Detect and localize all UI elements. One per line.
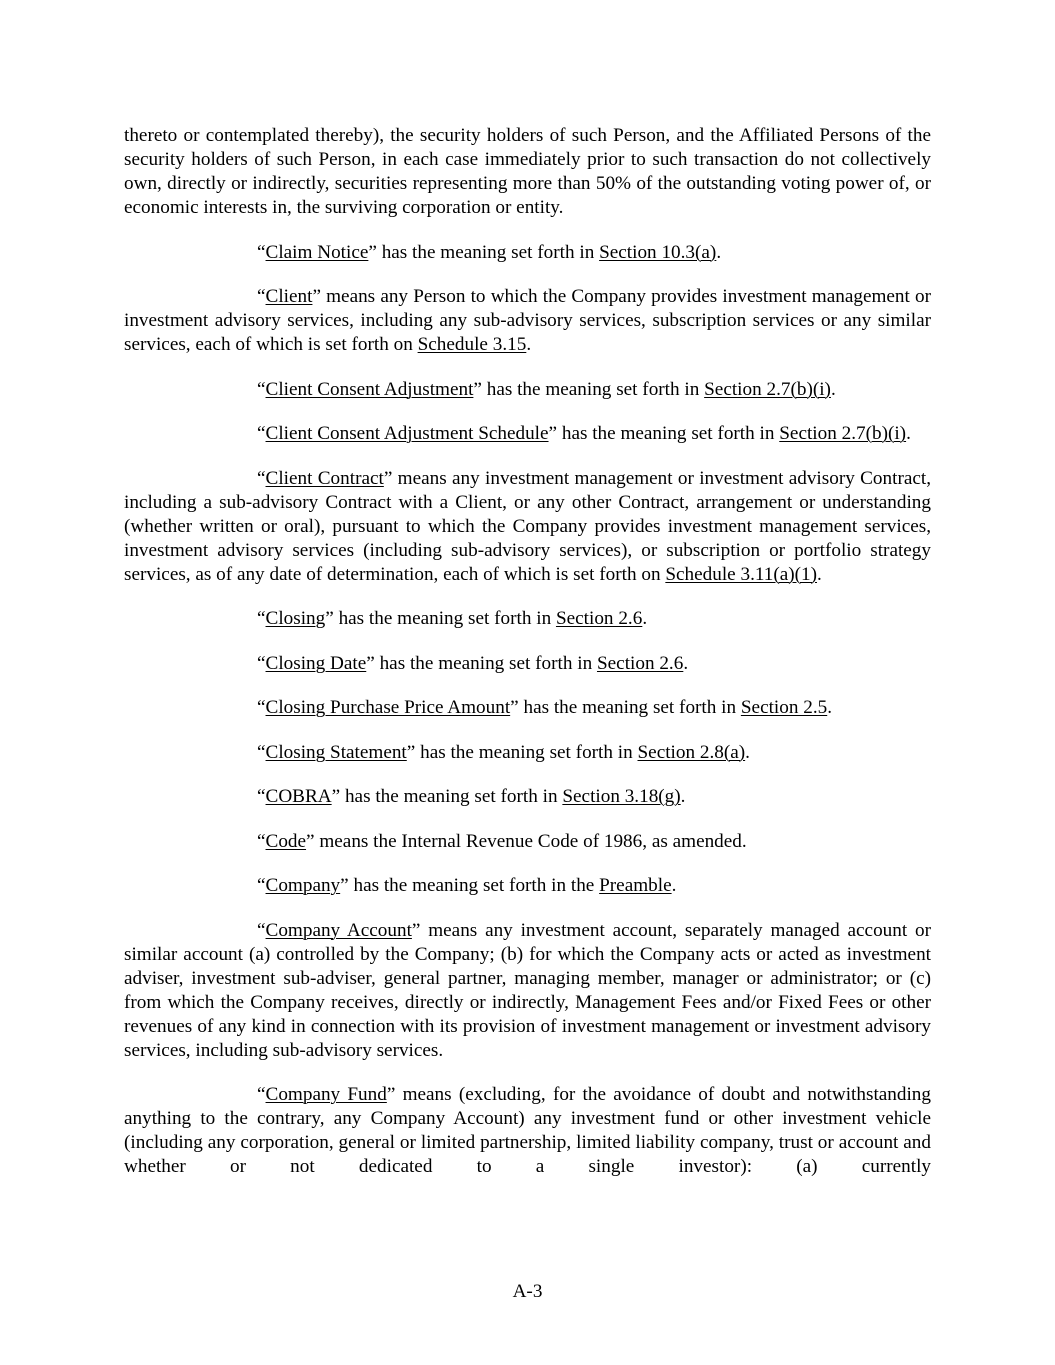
defined-term-reference: Section 2.8(a) (637, 741, 746, 763)
document-body (124, 124, 931, 1179)
text-run: ” means any Person to which the Company provides investment management or investment advisory services, including any sub-advisory services, subscription services or any similar services, each of which is set forth on (124, 286, 931, 355)
text-run: . (906, 423, 911, 444)
definition-paragraph (124, 124, 931, 220)
defined-term-reference: Section 10.3(a) (599, 241, 717, 263)
definition-paragraph (124, 741, 931, 765)
text-run: ” has the meaning set forth in (548, 423, 780, 444)
defined-term-reference: Closing Statement (265, 741, 407, 763)
text-run: ” has the meaning set forth in (473, 378, 705, 400)
definition-paragraph (124, 285, 931, 357)
text-run: ” means (excluding, for the avoidance of doubt and notwithstanding anything to the contrary, any Company Account) any investment fund or other investment vehicle (including any corporation, general or limited partnership, limited liability company, trust or account and whether or not dedicated to a single investor): (a) currently (124, 1084, 931, 1177)
defined-term-reference: Company Account (265, 919, 412, 941)
text-run: . (642, 608, 648, 629)
text-run: ” has the meaning set forth in (406, 741, 638, 763)
text-run: “ (257, 608, 266, 629)
text-run: “ (257, 286, 266, 307)
text-run: thereto or contemplated thereby), the security holders of such Person, and the Affiliated Persons of the security holders of such Person, in each case immediately prior to such transaction do not collectively own, directly or indirectly, securities representing more than 50% of the outstanding voting power of, or economic interests in, the surviving corporation or entity. (124, 125, 931, 218)
text-run: ” has the meaning set forth in (331, 786, 563, 807)
text-run: . (683, 652, 689, 674)
defined-term-reference: Section 2.7(b)(i) (779, 423, 907, 444)
defined-term-reference: Company (265, 875, 341, 896)
definition-paragraph (124, 1083, 931, 1179)
text-run: “ (257, 652, 266, 674)
text-run: “ (257, 919, 266, 941)
text-run: “ (257, 241, 266, 263)
definition-paragraph (124, 874, 931, 898)
defined-term-reference: Client Consent Adjustment (265, 378, 474, 400)
defined-term-reference: Claim Notice (265, 241, 369, 263)
defined-term-reference: Section 2.6 (596, 652, 684, 674)
page-number: A-3 (512, 1281, 543, 1302)
defined-term-reference: Section 2.7(b)(i) (704, 378, 831, 400)
text-run: ” means any investment account, separately managed account or similar account (a) controlled by the Company; (b) for which the Company acts or acted as investment adviser, investment sub-adviser, general partner, managing member, manager or administrator; or (c) from which the Company receives, directly or indirectly, Management Fees and/or Fixed Fees or other revenues of any kind in connection with its provision of investment management or investment advisory services, including sub-advisory services. (124, 919, 931, 1061)
definition-paragraph (124, 241, 931, 265)
text-run: ” has the meaning set forth in (368, 241, 600, 263)
definition-paragraph (124, 467, 931, 587)
definition-paragraph (124, 696, 931, 720)
text-run: . (526, 334, 532, 355)
defined-term-reference: Section 2.6 (555, 608, 643, 629)
defined-term-reference: Closing (265, 608, 326, 629)
defined-term-reference: Section 2.5 (740, 697, 828, 718)
text-run: “ (257, 741, 266, 763)
text-run: “ (257, 875, 266, 896)
defined-term-reference: Preamble (599, 875, 672, 896)
text-run: . (716, 241, 722, 263)
text-run: . (745, 741, 750, 763)
text-run: “ (257, 378, 266, 400)
definition-paragraph (124, 422, 931, 446)
text-run: “ (257, 830, 266, 852)
definition-paragraph (124, 785, 931, 809)
text-run: . (680, 786, 686, 807)
text-run: ” has the meaning set forth in (325, 608, 556, 629)
text-run: “ (257, 1084, 266, 1105)
defined-term-reference: COBRA (265, 786, 332, 807)
definition-paragraph (124, 652, 931, 676)
defined-term-reference: Company Fund (265, 1084, 387, 1105)
definition-paragraph (124, 378, 931, 402)
defined-term-reference: Section 3.18(g) (562, 786, 681, 807)
text-run: ” has the meaning set forth in (510, 697, 741, 718)
text-run: “ (257, 467, 266, 489)
text-run: . (817, 563, 822, 585)
defined-term-reference: Schedule 3.11(a)(1) (665, 563, 818, 585)
text-run: “ (257, 423, 266, 444)
text-run: ” means the Internal Revenue Code of 1986, as amended. (306, 830, 747, 852)
text-run: “ (257, 697, 266, 718)
defined-term-reference: Client Consent Adjustment Schedule (265, 423, 549, 444)
text-run: . (830, 378, 836, 400)
text-run: . (671, 875, 677, 896)
definition-paragraph (124, 830, 931, 854)
defined-term-reference: Client Contract (265, 467, 384, 489)
text-run: ” means any investment management or investment advisory Contract, including a sub-advisory Contract with a Client, or any other Contract, arrangement or understanding (whether written or oral), pursuant to which the Company provides investment management services, investment advisory services (including sub-advisory services), or subscription or portfolio strategy services, as of any date of determination, each of which is set forth on (124, 467, 931, 585)
text-run: ” has the meaning set forth in (366, 652, 597, 674)
defined-term-reference: Closing Date (265, 652, 367, 674)
defined-term-reference: Schedule 3.15 (417, 334, 527, 355)
definition-paragraph (124, 607, 931, 631)
text-run: “ (257, 786, 266, 807)
defined-term-reference: Client (265, 286, 313, 307)
text-run: ” has the meaning set forth in the (340, 875, 600, 896)
defined-term-reference: Code (265, 830, 307, 852)
definition-paragraph (124, 919, 931, 1063)
defined-term-reference: Closing Purchase Price Amount (265, 697, 511, 718)
text-run: . (827, 697, 833, 718)
